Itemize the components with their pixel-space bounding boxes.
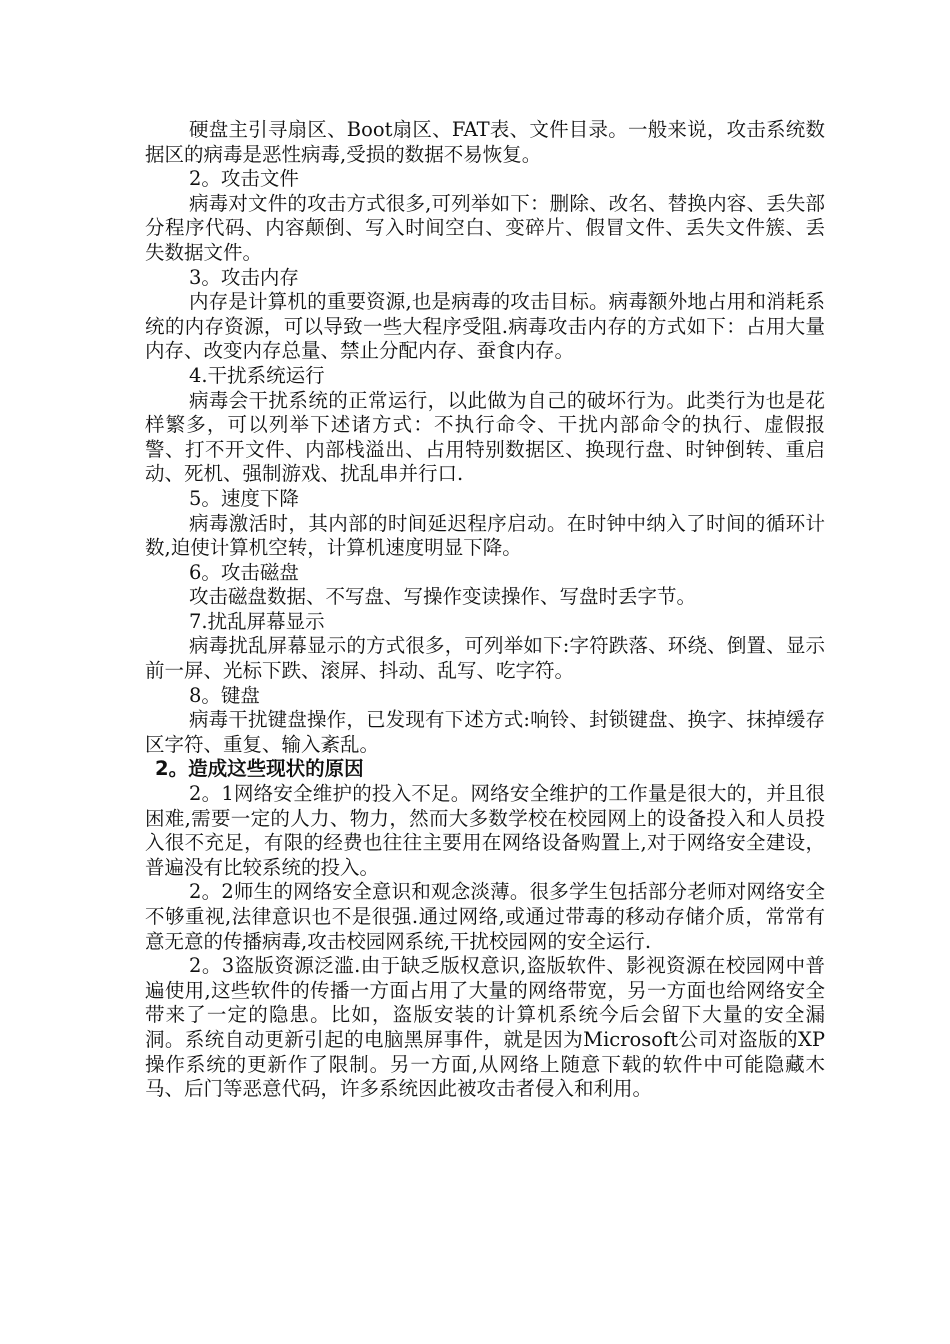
paragraph-speed-drop: 病毒激活时，其内部的时间延迟程序启动。在时钟中纳入了时间的循环计数,迫使计算机空转，计算机速度明显下降。 — [145, 511, 825, 560]
paragraph-cause-investment: 2。1网络安全维护的投入不足。网络安全维护的工作量是很大的，并且很困难,需要一定的人力、物力，然而大多数学校在校园网上的设备投入和人员投入很不充足，有限的经费也往往主要用在网络设备购置上,对于网络安全建设，普遍没有比较系统的投入。 — [145, 782, 825, 879]
item-heading-attack-memory: 3。攻击内存 — [189, 265, 299, 289]
item-heading-screen-display: 7.扰乱屏幕显示 — [189, 609, 325, 633]
section-heading-causes: 2。造成这些现状的原因 — [155, 757, 364, 781]
item-heading-keyboard: 8。键盘 — [189, 683, 260, 707]
item-heading-attack-disk: 6。攻击磁盘 — [189, 560, 299, 584]
item-heading-speed-drop: 5。速度下降 — [189, 486, 299, 510]
paragraph-system-data: 硬盘主引寻扇区、Boot扇区、FAT表、文件目录。一般来说，攻击系统数据区的病毒是恶性病毒,受损的数据不易恢复。 — [145, 118, 825, 166]
document-body — [145, 118, 825, 1102]
paragraph-screen-display: 病毒扰乱屏幕显示的方式很多，可列举如下:字符跌落、环绕、倒置、显示前一屏、光标下跌、滚屏、抖动、乱写、吃字符。 — [145, 634, 825, 683]
paragraph-cause-awareness: 2。2师生的网络安全意识和观念淡薄。很多学生包括部分老师对网络安全不够重视,法律意识也不是很强.通过网络,或通过带毒的移动存储介质，常常有意无意的传播病毒,攻击校园网系统,干扰校园网的安全运行. — [145, 880, 825, 953]
paragraph-interfere-system: 病毒会干扰系统的正常运行，以此做为自己的破坏行为。此类行为也是花样繁多，可以列举下述诸方式：不执行命令、干扰内部命令的执行、虚假报警、打不开文件、内部栈溢出、占用特别数据区、换现行盘、时钟倒转、重启动、死机、强制游戏、扰乱串并行口. — [145, 388, 825, 486]
paragraph-keyboard: 病毒干扰键盘操作，已发现有下述方式:响铃、封锁键盘、换字、抹掉缓存区字符、重复、输入紊乱。 — [145, 708, 825, 756]
item-heading-attack-files: 2。攻击文件 — [189, 167, 299, 191]
paragraph-attack-disk: 攻击磁盘数据、不写盘、写操作变读操作、写盘时丢字节。 — [189, 585, 697, 609]
paragraph-attack-files: 病毒对文件的攻击方式很多,可列举如下：删除、改名、替换内容、丢失部分程序代码、内容颠倒、写入时间空白、变碎片、假冒文件、丢失文件簇、丢失数据文件。 — [145, 191, 825, 264]
paragraph-attack-memory: 内存是计算机的重要资源,也是病毒的攻击目标。病毒额外地占用和消耗系统的内存资源，可以导致一些大程序受阻.病毒攻击内存的方式如下：占用大量内存、改变内存总量、禁止分配内存、蚕食内存。 — [145, 290, 825, 363]
item-heading-interfere-system: 4.干扰系统运行 — [189, 363, 325, 387]
paragraph-cause-piracy: 2。3盗版资源泛滥.由于缺乏版权意识,盗版软件、影视资源在校园网中普遍使用,这些软件的传播一方面占用了大量的网络带宽，另一方面也给网络安全带来了一定的隐患。比如，盗版安装的计算机系统今后会留下大量的安全漏洞。系统自动更新引起的电脑黑屏事件，就是因为Microsoft公司对盗版的XP操作系统的更新作了限制。另一方面,从网络上随意下载的软件中可能隐藏木马、后门等恶意代码，许多系统因此被攻击者侵入和利用。 — [145, 954, 825, 1101]
